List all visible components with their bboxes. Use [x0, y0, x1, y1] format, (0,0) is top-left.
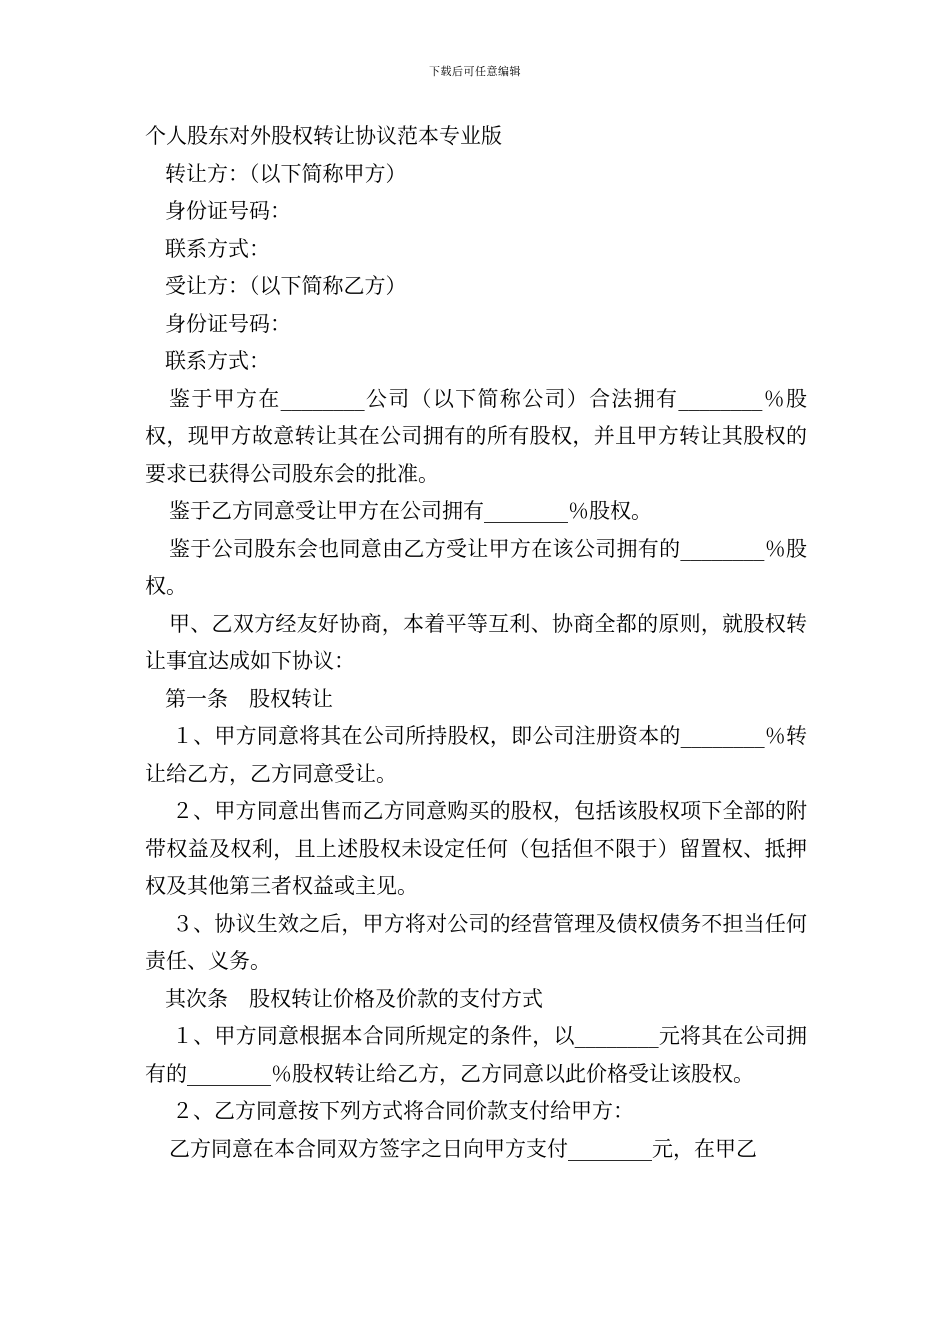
recital-paragraph-1: 鉴于甲方在________公司（以下简称公司）合法拥有________％股权，现甲方故意转让其在公司拥有的所有股权，并且甲方转让其股权的要求已获得公司股东会的批准。 [145, 386, 807, 486]
document-body [145, 118, 807, 1168]
article-2-clause-2: ２、乙方同意按下列方式将合同价款支付给甲方： [172, 1099, 634, 1123]
recital-paragraph-2: 鉴于乙方同意受让甲方在公司拥有________％股权。 [169, 499, 652, 523]
transferor-contact-line: 联系方式： [165, 236, 270, 261]
article-1-clause-1: １、甲方同意将其在公司所持股权，即公司注册资本的________％转让给乙方，乙方同意受让。 [145, 724, 807, 786]
transferor-line: 转让方：（以下简称甲方） [165, 161, 407, 186]
article-1-heading: 第一条 股权转让 [165, 686, 333, 711]
article-1-clause-2: ２、甲方同意出售而乙方同意购买的股权，包括该股权项下全部的附带权益及权利，且上述股权未设定任何（包括但不限于）留置权、抵押权及其他第三者权益或主见。 [145, 799, 807, 898]
transferee-contact-line: 联系方式： [165, 349, 270, 373]
page-header: 下载后可任意编辑 [429, 65, 521, 78]
article-2-payment-paragraph: 乙方同意在本合同双方签字之日向甲方支付________元，在甲乙 [169, 1136, 757, 1161]
article-2-clause-1: １、甲方同意根据本合同所规定的条件，以________元将其在公司拥有的________％股权转让给乙方，乙方同意以此价格受让该股权。 [145, 1024, 807, 1086]
transferee-line: 受让方：（以下简称乙方） [165, 274, 407, 298]
article-1-clause-3: ３、协议生效之后，甲方将对公司的经营管理及债权债务不担当任何责任、义务。 [145, 911, 807, 973]
recital-paragraph-3: 鉴于公司股东会也同意由乙方受让甲方在该公司拥有的________％股权。 [145, 536, 807, 598]
agreement-intro-paragraph: 甲、乙双方经友好协商，本着平等互利、协商全都的原则，就股权转让事宜达成如下协议： [145, 611, 807, 673]
transferor-id-line: 身份证号码： [165, 199, 291, 223]
document-title: 个人股东对外股权转让协议范本专业版 [145, 124, 502, 148]
transferee-id-line: 身份证号码： [165, 311, 291, 336]
article-2-heading: 其次条 股权转让价格及价款的支付方式 [165, 986, 543, 1011]
